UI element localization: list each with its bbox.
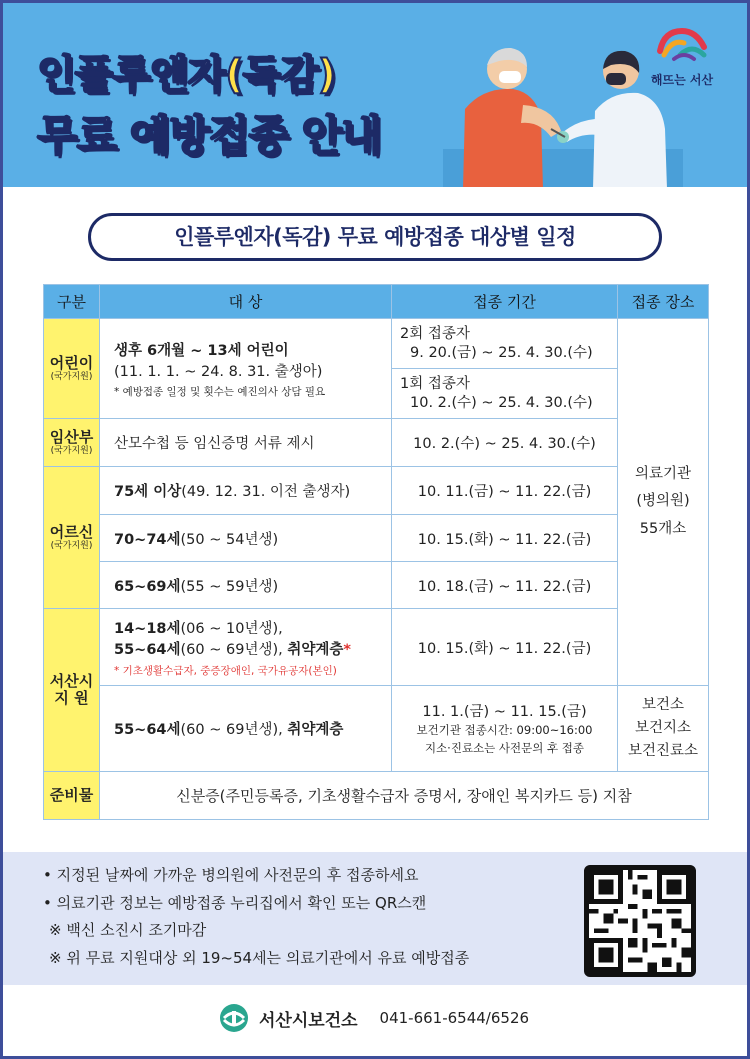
target-elderly-70 [100, 515, 392, 562]
table-row-prep [44, 772, 709, 820]
category-label: 서산시 [49, 671, 94, 690]
period-value: 10. 2.(수) ~ 25. 4. 30.(수) [410, 394, 593, 411]
note-item: • 지정된 날짜에 가까운 병의원에 사전문의 후 접종하세요 [43, 866, 419, 884]
period-hours: 보건기관 접종시간: 09:00~16:00 [416, 722, 593, 737]
qr-code-icon [589, 870, 691, 972]
table-row-city-1 [44, 609, 709, 686]
place-line: 의료기관 [634, 465, 692, 482]
table-header-row [44, 285, 709, 319]
place-line: 55개소 [639, 520, 687, 537]
target-age: 14~18세 [114, 620, 181, 637]
period-elderly-65: 10. 18.(금) ~ 11. 22.(금) [392, 562, 618, 609]
footnote-star: * [343, 641, 351, 658]
col-header-place: 접종 장소 [618, 285, 709, 319]
target-note-red: * 기초생활수급자, 중증장애인, 국가유공자(본인) [114, 664, 337, 677]
target-elderly-75 [100, 467, 392, 515]
period-branch-note: 지소·진료소는 사전문의 후 접종 [424, 741, 585, 755]
period-label: 2회 접종자 [400, 326, 470, 343]
footer [3, 985, 747, 1056]
target-age: 65~69세 [114, 578, 181, 595]
phone-number[interactable]: 041-661-6544/6526 [379, 1009, 530, 1027]
place-line: (병의원) [636, 493, 690, 510]
target-vulnerable: 취약계층 [287, 641, 344, 658]
col-header-target: 대 상 [100, 285, 392, 319]
prep-items: 신분증(주민등록증, 기초생활수급자 증명서, 장애인 복지카드 등) 지참 [100, 772, 709, 820]
city-logo [647, 25, 717, 88]
target-children [100, 319, 392, 419]
target-birth: (49. 12. 31. 이전 출생자) [181, 484, 351, 500]
header-banner [3, 3, 747, 187]
period-elderly-70: 10. 15.(화) ~ 11. 22.(금) [392, 515, 618, 562]
title-flu-highlight: (독감) [225, 52, 336, 98]
period-value: 11. 1.(금) ~ 11. 15.(금) [422, 703, 587, 720]
place-line: 보건소 [641, 696, 685, 713]
period-pregnant: 10. 2.(수) ~ 25. 4. 30.(수) [392, 419, 618, 467]
target-age: 70~74세 [114, 531, 181, 548]
category-sub: (국가지원) [50, 371, 93, 382]
place-line: 보건진료소 [627, 743, 699, 760]
col-header-period: 접종 기간 [392, 285, 618, 319]
schedule-table [43, 284, 709, 820]
target-age: 75세 이상 [114, 484, 182, 500]
qr-code[interactable] [584, 865, 696, 977]
category-city [44, 609, 100, 772]
table-row-elderly-2 [44, 515, 709, 562]
category-prep: 준비물 [44, 772, 100, 820]
note-item: ※ 위 무료 지원대상 외 19~54세는 의료기관에서 유료 예방접종 [49, 948, 470, 967]
table-row-elderly-3 [44, 562, 709, 609]
period-label: 1회 접종자 [400, 376, 470, 393]
target-birth: (55 ~ 59년생) [180, 578, 279, 595]
col-header-category: 구분 [44, 285, 100, 319]
title-influenza: 인플루엔자 [37, 52, 226, 98]
category-children [44, 319, 100, 419]
category-label: 지 원 [54, 689, 89, 707]
table-row-children-1 [44, 319, 709, 369]
target-line: (11. 1. 1. ~ 24. 8. 31. 출생아) [114, 363, 323, 380]
period-children-2doses [392, 319, 618, 369]
target-vulnerable: 취약계층 [287, 722, 344, 738]
target-birth: (50 ~ 54년생) [180, 531, 279, 548]
target-birth: (60 ~ 69년생), [180, 722, 283, 738]
brand-text: 해뜨는 서산 [650, 73, 714, 87]
place-line: 보건지소 [634, 719, 692, 736]
category-sub: (국가지원) [50, 445, 93, 456]
period-children-1dose [392, 369, 618, 419]
health-center-logo-icon [219, 1003, 249, 1033]
target-line: 생후 6개월 ~ 13세 어린이 [114, 342, 289, 359]
table-row-city-2 [44, 686, 709, 772]
target-city-2 [100, 686, 392, 772]
category-elderly [44, 467, 100, 609]
org-name: 서산시보건소 [259, 1010, 358, 1031]
period-city-1: 10. 15.(화) ~ 11. 22.(금) [392, 609, 618, 686]
table-row-elderly-1 [44, 467, 709, 515]
target-age: 55~64세 [114, 722, 181, 738]
target-elderly-65 [100, 562, 392, 609]
category-label: 어르신 [49, 522, 94, 541]
category-label: 임산부 [49, 427, 94, 446]
target-age: 55~64세 [114, 641, 181, 658]
table-row-pregnant [44, 419, 709, 467]
poster-title-line1 [37, 43, 335, 100]
note-item: ※ 백신 소진시 조기마감 [49, 921, 207, 939]
place-health-center [618, 686, 709, 772]
notes-list [43, 862, 469, 972]
poster-title-line2: 무료 예방접종 안내 [37, 111, 381, 160]
haetteuneun-seosan-logo-icon [654, 25, 710, 63]
period-city-2 [392, 686, 618, 772]
target-city-1 [100, 609, 392, 686]
target-pregnant: 산모수첩 등 임신증명 서류 제시 [100, 419, 392, 467]
category-label: 어린이 [49, 353, 94, 372]
target-birth: (06 ~ 10년생), [180, 620, 283, 637]
schedule-subtitle: 인플루엔자(독감) 무료 예방접종 대상별 일정 [88, 213, 662, 261]
target-birth: (60 ~ 69년생), [180, 641, 283, 658]
category-pregnant [44, 419, 100, 467]
category-sub: (국가지원) [50, 540, 93, 551]
period-value: 9. 20.(금) ~ 25. 4. 30.(수) [410, 344, 593, 361]
period-elderly-75: 10. 11.(금) ~ 11. 22.(금) [392, 467, 618, 515]
place-medical [618, 319, 709, 686]
note-item: • 의료기관 정보는 예방접종 누리집에서 확인 또는 QR스캔 [43, 893, 427, 912]
target-note: * 예방접종 일정 및 횟수는 예진의사 상담 필요 [114, 385, 326, 398]
